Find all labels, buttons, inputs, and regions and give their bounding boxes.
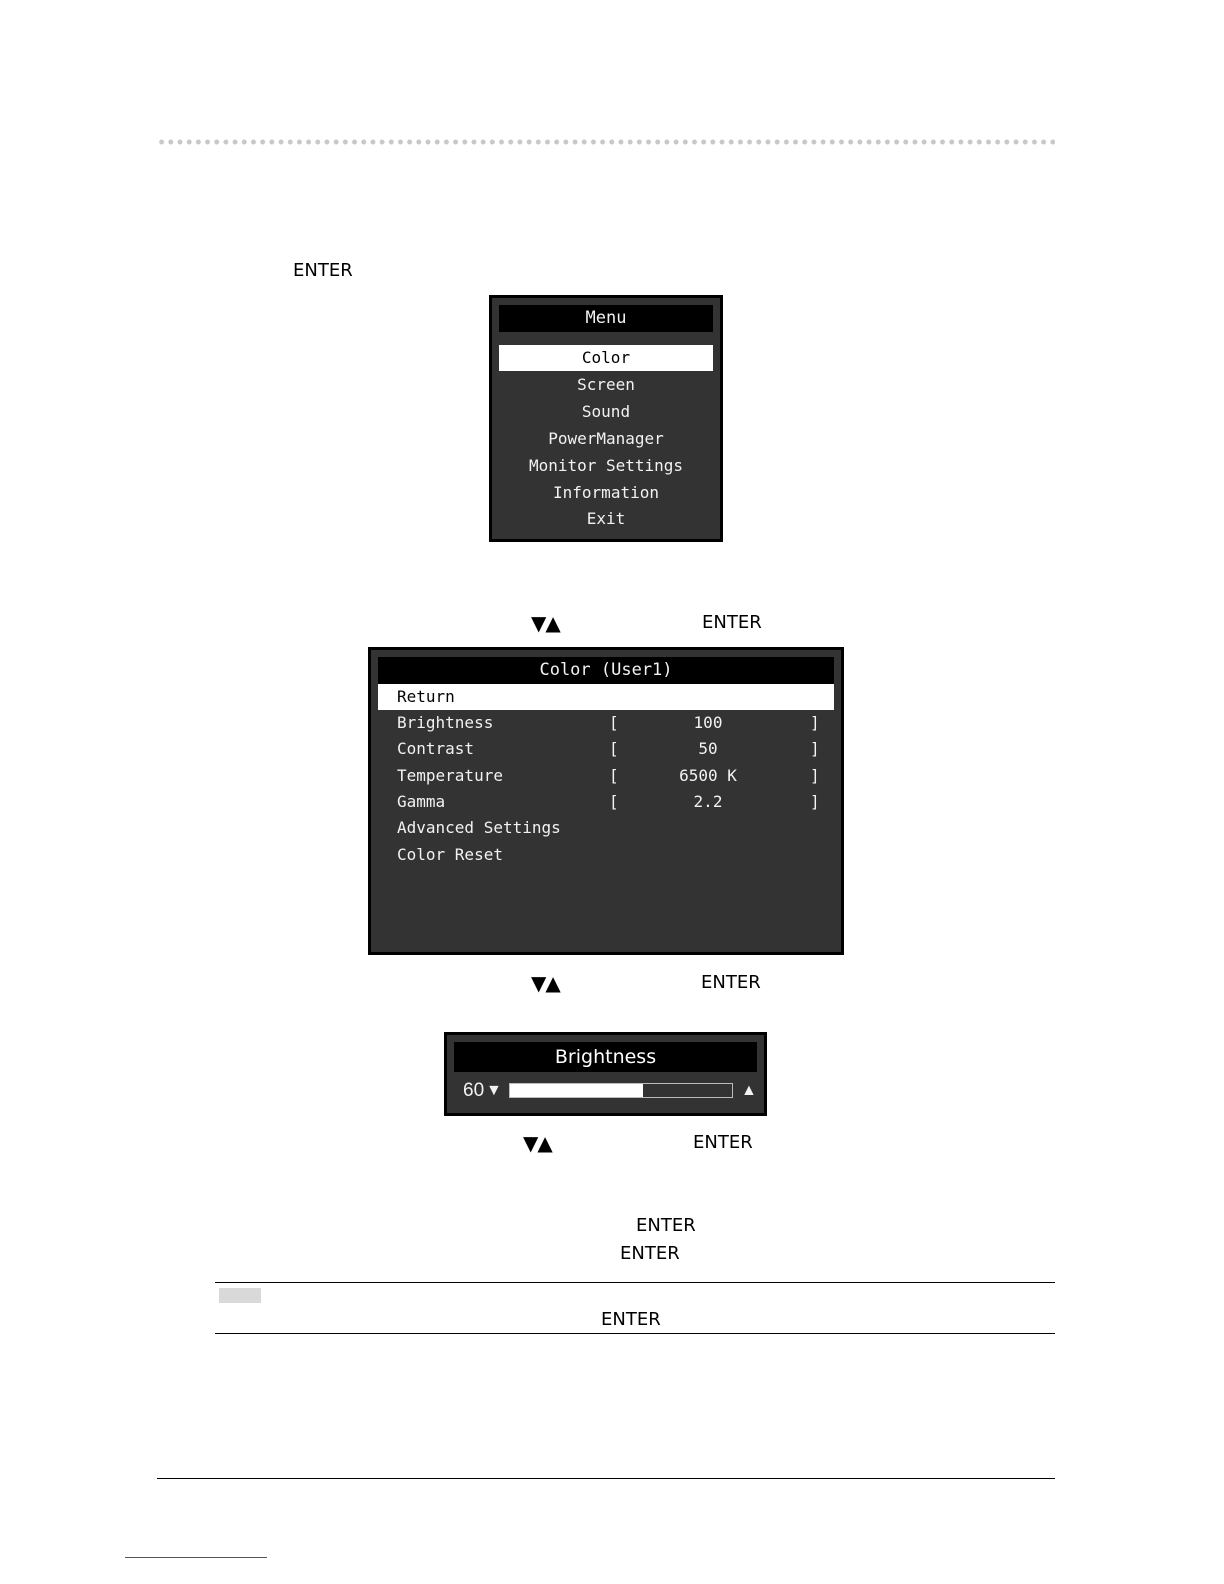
menu-item-exit[interactable]: Exit bbox=[586, 509, 626, 528]
color-row-value: 50 bbox=[698, 739, 718, 758]
menu-item-screen[interactable]: Screen bbox=[577, 375, 635, 394]
color-row-color-reset[interactable] bbox=[378, 842, 834, 868]
color-row-label: Color Reset bbox=[397, 845, 503, 864]
color-row-label: Contrast bbox=[397, 739, 475, 758]
color-row-label: Advanced Settings bbox=[397, 818, 561, 837]
dotted-header-rule bbox=[157, 139, 1055, 145]
footer-link-underline[interactable] bbox=[125, 1557, 267, 1558]
color-row-label: Brightness bbox=[397, 713, 494, 732]
color-row-label: Gamma bbox=[397, 792, 446, 811]
step4-arrow-buttons-icon: ▼▲ bbox=[523, 1131, 552, 1155]
step2-arrow-buttons-icon: ▼▲ bbox=[531, 611, 560, 635]
menu-item-powermanager[interactable]: PowerManager bbox=[548, 429, 664, 448]
increase-arrow-icon[interactable]: ▲ bbox=[741, 1082, 757, 1099]
brightness-osd bbox=[444, 1032, 767, 1116]
color-row-label: Temperature bbox=[397, 766, 503, 785]
step5-enter-label-1: ENTER bbox=[636, 1215, 696, 1236]
color-row-gamma[interactable] bbox=[378, 789, 834, 815]
menu-item-color[interactable]: Color bbox=[499, 345, 713, 371]
step3-arrow-buttons-icon: ▼▲ bbox=[531, 971, 560, 995]
color-row-contrast[interactable] bbox=[378, 736, 834, 762]
color-row-label: Return bbox=[397, 687, 455, 706]
color-row-temperature[interactable] bbox=[378, 763, 834, 789]
color-row-value: 100 bbox=[693, 713, 723, 732]
footer-rule bbox=[157, 1478, 1055, 1479]
color-row-value: 2.2 bbox=[693, 792, 723, 811]
bracket-left: [ bbox=[609, 792, 619, 811]
note-top-rule bbox=[215, 1282, 1055, 1283]
color-row-value: 6500 K bbox=[679, 766, 737, 785]
brightness-slider-track[interactable] bbox=[509, 1083, 733, 1098]
brightness-slider-fill bbox=[510, 1084, 643, 1097]
step5-enter-label-2: ENTER bbox=[620, 1243, 680, 1264]
menu-osd-title: Menu bbox=[499, 305, 713, 332]
note-bottom-rule bbox=[215, 1333, 1055, 1334]
decrease-arrow-icon[interactable]: ▼ bbox=[486, 1082, 502, 1099]
color-row-brightness[interactable] bbox=[378, 710, 834, 736]
bracket-right: ] bbox=[810, 766, 820, 785]
brightness-value: 60 bbox=[463, 1080, 485, 1101]
step1-enter-label: ENTER bbox=[293, 260, 353, 281]
note-enter-label: ENTER bbox=[601, 1309, 661, 1330]
menu-item-information[interactable]: Information bbox=[553, 483, 659, 502]
note-tag bbox=[219, 1288, 261, 1303]
step3-enter-label: ENTER bbox=[701, 972, 761, 993]
menu-item-sound[interactable]: Sound bbox=[581, 402, 631, 421]
step4-enter-label: ENTER bbox=[693, 1132, 753, 1153]
menu-item-monitor-settings[interactable]: Monitor Settings bbox=[528, 456, 684, 475]
color-row-return[interactable] bbox=[378, 684, 834, 710]
bracket-left: [ bbox=[609, 713, 619, 732]
bracket-left: [ bbox=[609, 766, 619, 785]
menu-osd bbox=[489, 295, 723, 542]
bracket-right: ] bbox=[810, 713, 820, 732]
brightness-osd-title: Brightness bbox=[454, 1042, 757, 1072]
color-row-advanced-settings[interactable] bbox=[378, 815, 834, 841]
step2-enter-label: ENTER bbox=[702, 612, 762, 633]
bracket-right: ] bbox=[810, 792, 820, 811]
color-osd-title: Color (User1) bbox=[378, 657, 834, 684]
bracket-left: [ bbox=[609, 739, 619, 758]
color-osd bbox=[368, 647, 844, 955]
bracket-right: ] bbox=[810, 739, 820, 758]
